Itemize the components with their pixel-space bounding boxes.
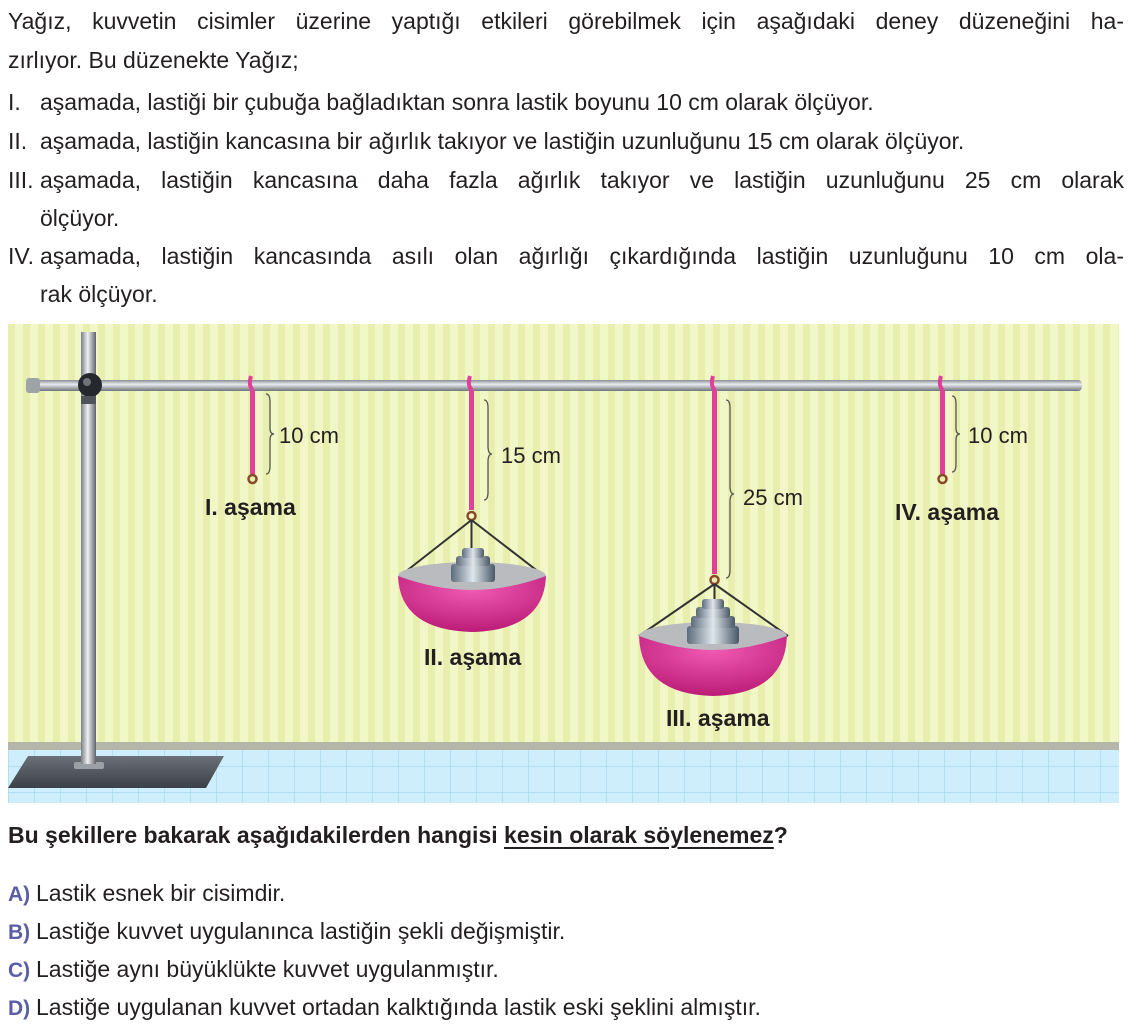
option-letter: B) [8, 921, 31, 944]
step-text: aşamada, lastiği bir çubuğa bağladıktan sonra lastik boyunu 10 cm olarak ölçüyor. [40, 89, 874, 115]
stage-1-label: I. aşama [205, 494, 296, 520]
step-number: II. [8, 128, 28, 154]
step-number: IV. [8, 243, 35, 269]
option-text: Lastik esnek bir cisimdir. [36, 880, 286, 906]
stage-3-length: 25 cm [743, 485, 803, 510]
option-letter: C) [8, 959, 31, 982]
step-number: III. [8, 167, 34, 193]
question-emphasis: kesin olarak söylenemez [504, 822, 774, 848]
clamp-knob [78, 373, 102, 397]
step-text: aşamada, lastiğin kancasında asılı olan ağırlığı çıkardığında lastiğin uzunluğunu 10 cm ola- [40, 243, 1124, 269]
intro-line-2: zırlıyor. Bu düzenekte Yağız; [8, 47, 299, 73]
option-b[interactable] [8, 918, 565, 952]
stand-base [8, 756, 224, 788]
option-c[interactable] [8, 956, 499, 990]
option-letter: D) [8, 997, 31, 1020]
step-text-continued: rak ölçüyor. [40, 281, 158, 307]
step-3 [8, 161, 1124, 238]
step-text: aşamada, lastiğin kancasına bir ağırlık takıyor ve lastiğin uzunluğunu 15 cm olarak ölçüyor. [40, 128, 965, 154]
stage-1-length: 10 cm [279, 423, 339, 448]
step-4 [8, 237, 1124, 314]
question-text: Bu şekillere bakarak aşağıdakilerden hangisi kesin olarak söylenemez? [8, 822, 788, 848]
stage-4-length: 10 cm [968, 423, 1028, 448]
option-d[interactable] [8, 994, 761, 1028]
option-text: Lastiğe kuvvet uygulanınca lastiğin şekli değişmiştir. [36, 918, 566, 944]
stage-3-label: III. aşama [666, 705, 770, 731]
stage-4-label: IV. aşama [895, 499, 1000, 525]
experiment-figure [8, 324, 1119, 803]
option-a[interactable] [8, 880, 285, 914]
step-number: I. [8, 89, 21, 115]
horizontal-bar [26, 380, 1082, 391]
stage-2-label: II. aşama [424, 644, 522, 670]
stage-2-length: 15 cm [501, 443, 561, 468]
option-letter: A) [8, 883, 31, 906]
step-text: aşamada, lastiğin kancasına daha fazla ağırlık takıyor ve lastiğin uzunluğunu 25 cm olarak [40, 167, 1124, 193]
option-text: Lastiğe uygulanan kuvvet ortadan kalktığında lastik eski şeklini almıştır. [36, 994, 761, 1020]
intro-line-1: Yağız, kuvvetin cisimler üzerine yaptığı etkileri görebilmek için aşağıdaki deney düzeneğini ha- [8, 8, 1124, 34]
step-text-continued: ölçüyor. [40, 205, 120, 231]
option-text: Lastiğe aynı büyüklükte kuvvet uygulanmıştır. [36, 956, 499, 982]
